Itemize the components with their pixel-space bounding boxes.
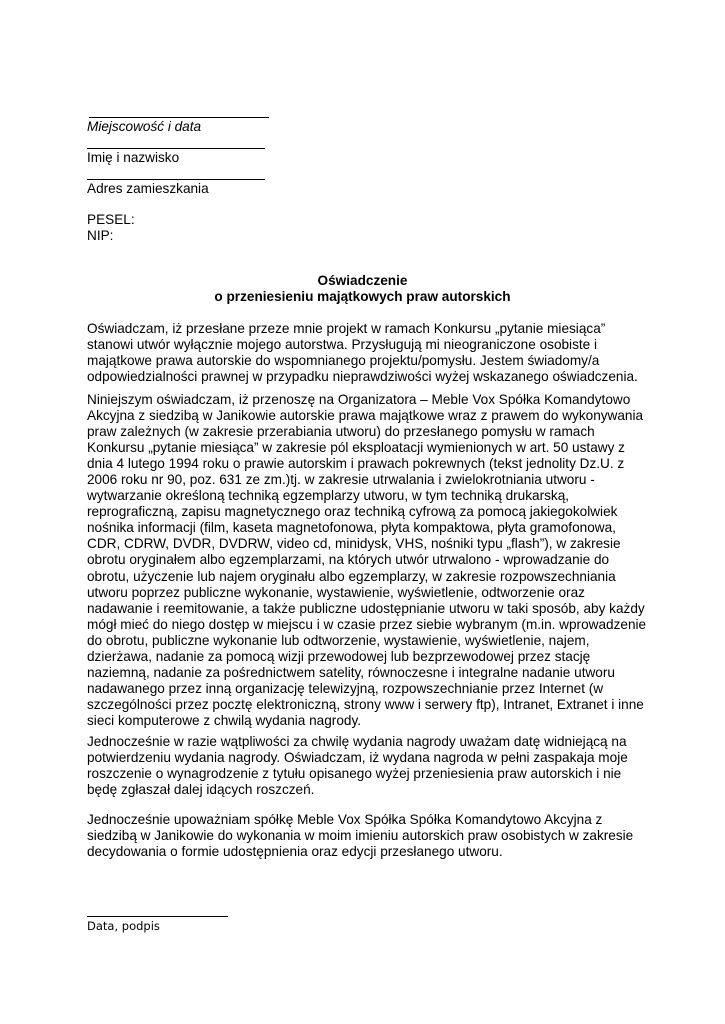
paragraph-line: obrotu oryginałem albo egzemplarzami, na których utwór utrwalono - wprowadzanie do (87, 552, 610, 568)
paragraph-line: Konkursu „pytanie miesiąca” w zakresie pól eksploatacji wymienionych w art. 50 ustawy z (87, 440, 625, 456)
paragraph-line: Jednocześnie w razie wątpliwości za chwilę wydania nagrody uważam datę widniejącą na (87, 734, 627, 749)
paragraph-rights-transfer (87, 392, 647, 729)
paragraph-line: odpowiedzialności prawnej w przypadku nieprawdziwości wyżej wskazanego oświadczenia. (87, 369, 638, 385)
pesel-label: PESEL: (87, 212, 135, 227)
paragraph-line: Niniejszym oświadczam, iż przenoszę na Organizatora – Meble Vox Spółka Komandytowo (87, 392, 631, 407)
paragraph-authorization (87, 812, 639, 860)
paragraph-line: szczególności przez pocztę elektroniczną, strony www i serwery ftp), Intranet, Extranet i inne (87, 696, 644, 712)
paragraph-line: wytwarzanie określoną techniką egzemplarzy utworu, w tym techniką drukarską, (87, 488, 570, 504)
paragraph-line: nadawanego przez inną organizację telewizyjną, rozpowszechnianie przez Internet (w (87, 680, 604, 696)
name-line (87, 148, 265, 149)
signature-label: Data, podpis (87, 919, 160, 933)
paragraph-line: będę zgłaszał dalej idących roszczeń. (87, 782, 315, 798)
paragraph-line: naziemną, nadanie za pośrednictwem satelity, równoczesne i integralne nadanie utworu (87, 664, 615, 680)
paragraph-line: mógł mieć do niego dostęp w miejscu i w czasie przez siebie wybranym (m.in. wprowadzenie (87, 616, 647, 632)
paragraph-line: CDR, CDRW, DVDR, DVDRW, video cd, minidysk, VHS, nośniki typu „flash”), w zakresie (87, 536, 621, 552)
paragraph-reward-date (87, 734, 639, 798)
paragraph-line: reprograficzną, zapisu magnetycznego oraz techniką cyfrową za pomocą jakiegokolwiek (87, 504, 618, 520)
place-date-label: Miejscowość i data (87, 119, 202, 134)
address-label: Adres zamieszkania (87, 181, 209, 196)
place-date-line (89, 117, 269, 118)
paragraph-line: decydowania o formie udostępnienia oraz edycji przesłanego utworu. (87, 844, 503, 860)
document-title: Oświadczenie (317, 273, 408, 288)
paragraph-statement (87, 321, 639, 385)
nip-label: NIP: (87, 228, 114, 243)
paragraph-line: Akcyjna z siedzibą w Janikowie autorskie prawa majątkowe wraz z prawem do wykonywania (87, 408, 644, 424)
paragraph-line: roszczenie o wynagrodzenie z tytułu opisanego wyżej przeniesienia praw autorskich i nie (87, 766, 622, 782)
paragraph-line: Jednocześnie upoważniam spółkę Meble Vox Spółka Spółka Komandytowo Akcyjna z (87, 812, 603, 827)
paragraph-line: dnia 4 lutego 1994 roku o prawie autorskim i prawach pokrewnych (tekst jednolity Dz.U. z (87, 456, 625, 472)
paragraph-line: siedzibą w Janikowie do wykonania w moim imieniu autorskich praw osobistych w zakresie (87, 828, 634, 844)
paragraph-line: do obrotu, publiczne wykonanie lub odtworzenie, wystawienie, wyświetlenie, najem, (87, 632, 590, 648)
address-line (87, 179, 265, 180)
paragraph-line: dzierżawa, nadanie za pomocą wizji przewodowej lub bezprzewodowej przez stację (87, 648, 591, 664)
paragraph-line: utworu poprzez publiczne wykonanie, wystawienie, wyświetlenie, odtworzenie oraz (87, 584, 585, 600)
document-subtitle: o przeniesieniu majątkowych praw autorskich (214, 289, 511, 304)
paragraph-line: 2006 roku nr 90, poz. 631 ze zm.)tj. w zakresie utrwalania i zwielokrotniania utworu - (87, 472, 595, 488)
paragraph-line: nośnika informacji (film, kaseta magnetofonowa, płyta kompaktowa, płyta gramofonowa, (87, 520, 616, 536)
paragraph-line: potwierdzeniu wydania nagrody. Oświadczam, iż wydana nagroda w pełni zaspakaja moje (87, 750, 628, 766)
paragraph-line: Oświadczam, iż przesłane przeze mnie projekt w ramach Konkursu „pytanie miesiąca” (87, 321, 606, 336)
paragraph-line: nadawanie i reemitowanie, a także publiczne udostępnianie utworu w taki sposób, aby każdy (87, 600, 645, 616)
paragraph-line: sieci komputerowe z chwilą wydania nagrody. (87, 712, 362, 728)
paragraph-line: praw zależnych (w zakresie przerabiania utworu) do przesłanego pomysłu w ramach (87, 424, 595, 440)
paragraph-line: obrotu, użyczenie lub najem oryginału albo egzemplarzy, w zakresie rozpowszechniania (87, 568, 616, 584)
signature-line (87, 916, 228, 917)
paragraph-line: majątkowe prawa autorskie do wspomnianego projektu/pomysłu. Jestem świadomy/a (87, 353, 600, 369)
name-label: Imię i nazwisko (87, 150, 180, 165)
paragraph-line: stanowi utwór wyłącznie mojego autorstwa. Przysługują mi nieograniczone osobiste i (87, 337, 598, 353)
